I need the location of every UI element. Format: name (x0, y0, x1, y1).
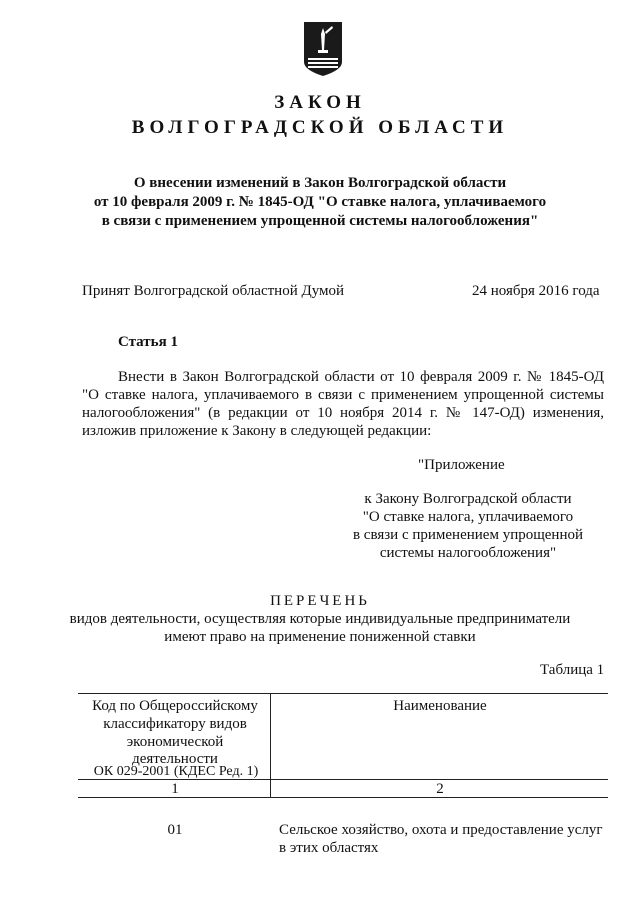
table-label: Таблица 1 (540, 662, 605, 678)
article-text-line: изложив приложение к Закону в следующей редакции: (82, 423, 432, 439)
appendix-line: к Закону Волгоградской области (364, 491, 572, 507)
table-header-code-line: Код по Общероссийскому (92, 698, 258, 714)
article-text-line: налогообложения" (в редакции от 10 ноября 2014 г. № 147-ОД) изменения, (82, 405, 604, 421)
table-header-code-line: экономической (126, 734, 224, 750)
adopted-by: Принят Волгоградской областной Думой (82, 283, 345, 299)
list-subtitle-line: имеют право на применение пониженной ставки (164, 629, 476, 645)
table-header-code-line: ОК 029-2001 (КДЕС Ред. 1) (93, 764, 259, 779)
table-column-divider (270, 693, 271, 797)
table-row-name-line: в этих областях (279, 840, 379, 856)
article-heading: Статья 1 (118, 334, 178, 350)
table-header-name: Наименование (393, 698, 487, 714)
appendix-line: "О ставке налога, уплачиваемого (362, 509, 574, 525)
table-top-border (78, 693, 608, 694)
table-numbering-cell: 1 (171, 781, 179, 797)
subject-line: от 10 февраля 2009 г. № 1845-ОД "О ставке налога, уплачиваемого (93, 194, 547, 210)
appendix-line: в связи с применением упрощенной (352, 527, 584, 543)
law-title: ЗАКОН (274, 92, 366, 113)
list-title: ПЕРЕЧЕНЬ (270, 593, 370, 609)
table-row-code: 01 (167, 822, 183, 838)
appendix-heading: "Приложение (418, 457, 505, 473)
coat-of-arms-emblem (302, 20, 344, 78)
article-text-line: Внести в Закон Волгоградской области от 10 февраля 2009 г. № 1845-ОД (118, 369, 604, 385)
subject-line: О внесении изменений в Закон Волгоградской области (133, 175, 507, 191)
adoption-date: 24 ноября 2016 года (472, 283, 600, 299)
table-header-code-line: классификатору видов (103, 716, 247, 732)
article-text-line: "О ставке налога, уплачиваемого в связи с применением упрощенной системы (82, 387, 604, 403)
appendix-line: системы налогообложения" (379, 545, 557, 561)
law-region: ВОЛГОГРАДСКОЙ ОБЛАСТИ (131, 117, 509, 138)
table-header-code-line: деятельности (132, 751, 218, 767)
list-subtitle-line: видов деятельности, осуществляя которые индивидуальные предприниматели (69, 611, 571, 627)
subject-line: в связи с применением упрощенной системы налогообложения" (101, 213, 539, 229)
table-numbering-cell: 2 (436, 781, 444, 797)
table-row-name-line: Сельское хозяйство, охота и предоставление услуг (279, 822, 603, 838)
